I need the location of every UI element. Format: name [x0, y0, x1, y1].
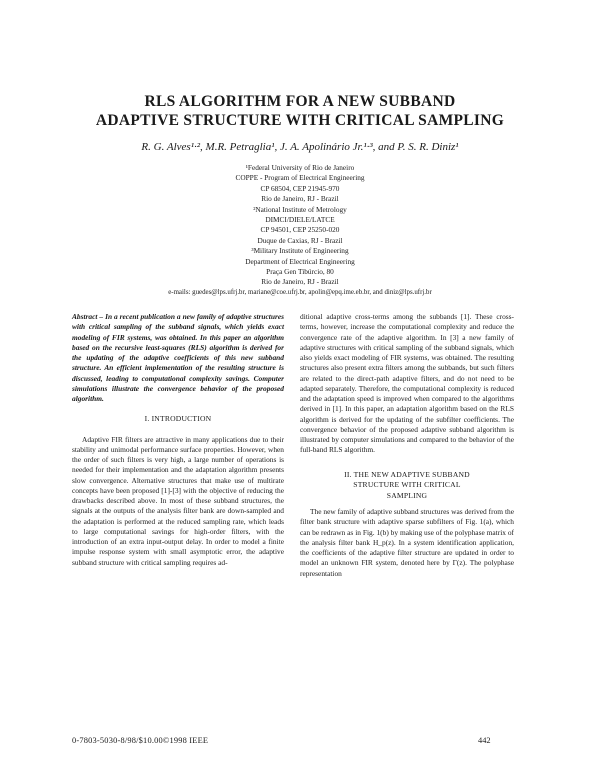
abstract-label: Abstract [72, 312, 98, 321]
affiliation-line: Rio de Janeiro, RJ - Brazil [261, 194, 339, 204]
section-heading-structure [300, 470, 514, 502]
affiliation-line: DIMCI/DIELE/LATCE [265, 215, 335, 225]
affiliation-line: Department of Electrical Engineering [245, 256, 355, 266]
left-column [72, 312, 284, 568]
section-heading-introduction: I. INTRODUCTION [144, 414, 212, 424]
affiliation-line: COPPE - Program of Electrical Engineering [235, 173, 365, 183]
affiliation-line: ¹Federal University of Rio de Janeiro [245, 163, 355, 172]
affiliation-line: CP 68504, CEP 21945-970 [260, 183, 340, 193]
affiliation-line: CP 94501, CEP 25250-020 [260, 225, 340, 235]
heading-line: STRUCTURE WITH CRITICAL [353, 480, 461, 489]
affiliations [0, 163, 600, 288]
affiliation-line: ³Military Institute of Engineering [251, 246, 349, 256]
author-list: R. G. Alves¹·², M.R. Petraglia¹, J. A. Apolinário Jr.¹·³, and P. S. R. Diniz¹ [141, 141, 459, 153]
intro-paragraph: Adaptive FIR filters are attractive in many applications due to their stability and unimodal performance surface properties. However, when the order of such filters is very high, a large number of operations is needed for their implementation and the adaptation algorithm presents slow convergence. Alternative structures that make use of multirate concepts have been proposed [1]-[3] with the objective of reducing the drawbacks described above. In most of these subband structures, the signals at the outputs of the analysis filter bank are down-sampled and the adaptation is performed at the reduced sampling rate, which leads to large computational savings for high-order filters, with the introduction of an extra input-output delay. In order to model a finite impulse response system with small asymptotic error, the adaptive subband structure with critical sampling requires ad- [72, 434, 284, 567]
page-number: 442 [478, 736, 491, 745]
abstract [72, 312, 284, 404]
heading-line: II. THE NEW ADAPTIVE SUBBAND [344, 469, 470, 479]
affiliation-line: Rio de Janeiro, RJ - Brazil [261, 277, 339, 287]
title-line-1: RLS ALGORITHM FOR A NEW SUBBAND [144, 93, 456, 110]
right-column [300, 312, 514, 579]
copyright-line: 0-7803-5030-8/98/$10.00©1998 IEEE [72, 736, 209, 745]
paper-title [0, 92, 600, 130]
heading-line: SAMPLING [386, 490, 428, 500]
abstract-text: – In a recent publication a new family of adaptive structures with critical sampling of the subband signals, which yields exact modeling of FIR systems, was obtained. In this paper an algorithm based on the recursive least-squares (RLS) algorithm is derived for the updating of the adaptive coefficients of this new subband structure. An efficient implementation of the resulting structure is discussed, leading to computational complexity savings. Computer simulations illustrate the convergence behavior of the proposed algorithm. [72, 312, 284, 403]
continued-paragraph: ditional adaptive cross-terms among the subbands [1]. These cross-terms, however, increase the computational complexity and reduce the convergence rate of the adaptive algorithm. In [3] a new family of adaptive structures with critical sampling of the subband signals, which also yields exact modeling of FIR systems, was obtained. The resulting structures also present extra filters among the subbands, but such filters are related to the direct-path adaptive filters, and do not need to be adapted separately. Therefore, the computational complexity is reduced and the adaptation speed is improved when compared to the algorithms derived in [1]. In this paper, an adaptation algorithm based on the RLS algorithm is derived for the updating of the subfilter coefficients. The convergence behavior of the proposed adaptive subband algorithm is illustrated by computer simulations and compared to the behavior of the full-band RLS algorithm. [300, 312, 514, 455]
structure-paragraph: The new family of adaptive subband structures was derived from the filter bank structure with adaptive sparse subfilters of Fig. 1(a), which can be redrawn as in Fig. 1(b) by making use of the polyphase matrix of the analysis filter bank H_p(z). In a system identification application, the coefficients of the adaptive filter structure are updated in order to model an unknown FIR system, denoted here by Γ(z). The polyphase representation [300, 507, 514, 578]
email-addresses: e-mails: guedes@lps.ufrj.br, mariane@coe.ufrj.br, apolin@epq.ime.eb.br, and diniz@lps.ufrj.br [168, 289, 432, 296]
title-line-2: ADAPTIVE STRUCTURE WITH CRITICAL SAMPLING [95, 112, 505, 129]
affiliation-line: Praça Gen Tibúrcio, 80 [266, 267, 334, 277]
affiliation-line: Duque de Caxias, RJ - Brazil [257, 235, 343, 245]
affiliation-line: ²National Institute of Metrology [253, 204, 347, 214]
